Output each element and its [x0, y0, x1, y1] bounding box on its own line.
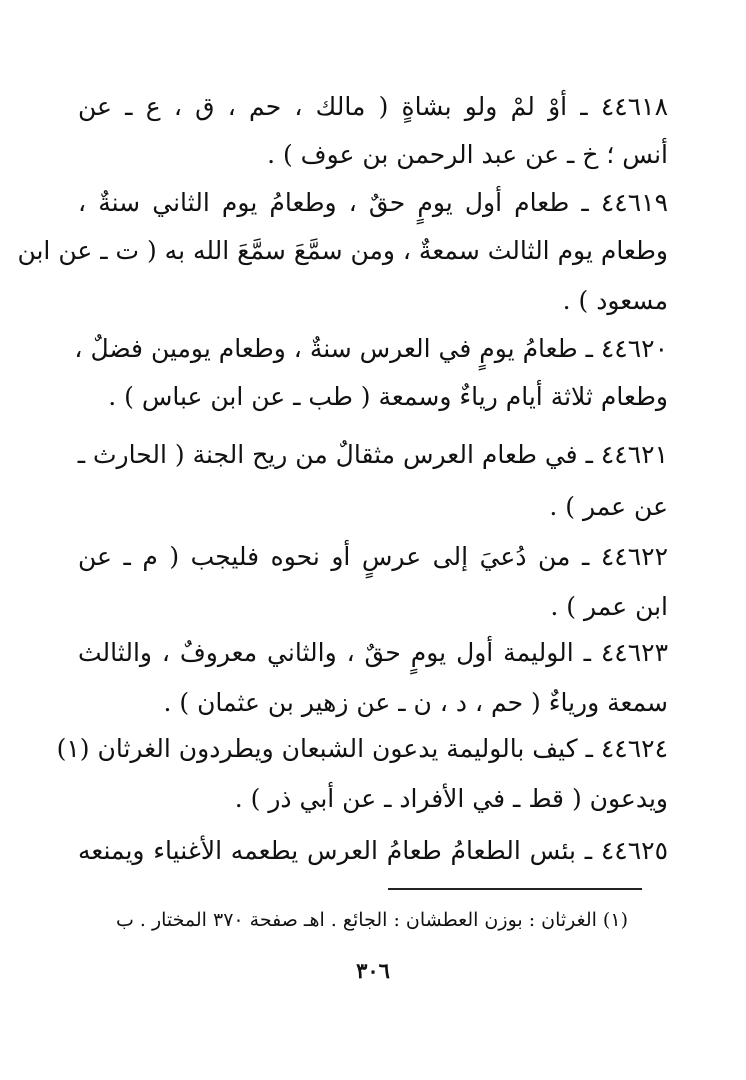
hadith-44620-line-2: وطعام ثلاثة أيام رياءٌ وسمعة ( طب ـ عن ابن عباس ) .	[108, 382, 668, 411]
hadith-44619-line-2: وطعام يوم الثالث سمعةٌ ، ومن سمَّعَ سمَّعَ الله به ( ت ـ عن ابن	[17, 236, 668, 265]
hadith-44618-line-2: أنس ؛ خ ـ عن عبد الرحمن بن عوف ) .	[267, 140, 668, 169]
hadith-44619-line-1: ٤٤٦١٩ ـ طعام أول يومٍ حقٌ ، وطعامُ يوم الثاني سنةٌ ،	[78, 188, 668, 217]
hadith-44623-line-1: ٤٤٦٢٣ ـ الوليمة أول يومٍ حقٌ ، والثاني معروفٌ ، والثالث	[78, 638, 668, 667]
hadith-44618-line-1: ٤٤٦١٨ ـ أوْ لمْ ولو بشاةٍ ( مالك ، حم ، ق ، ع ـ عن	[78, 92, 668, 121]
hadith-44621-line-1: ٤٤٦٢١ ـ في طعام العرس مثقالٌ من ريح الجنة ( الحارث ـ	[77, 440, 668, 469]
hadith-44624-line-1: ٤٤٦٢٤ ـ كيف بالوليمة يدعون الشبعان ويطردون الغرثان (١)	[56, 734, 668, 763]
hadith-44625-line-1: ٤٤٦٢٥ ـ بئس الطعامُ طعامُ العرس يطعمه الأغنياء ويمنعه	[78, 836, 668, 865]
hadith-44619-line-3: مسعود ) .	[562, 286, 668, 315]
footnote-divider	[388, 888, 642, 890]
hadith-44621-line-2: عن عمر ) .	[549, 492, 668, 521]
page-number: ٣٠٦	[356, 958, 390, 983]
hadith-44620-line-1: ٤٤٦٢٠ ـ طعامُ يومٍ في العرس سنةٌ ، وطعام يومين فضلٌ ،	[74, 334, 668, 363]
footnote: (١) الغرثان : بوزن العطشان : الجائع . اهـ صفحة ٣٧٠ المختار . ب	[115, 909, 628, 931]
hadith-44624-line-2: ويدعون ( قط ـ في الأفراد ـ عن أبي ذر ) .	[234, 784, 668, 813]
hadith-44623-line-2: سمعة ورياءٌ ( حم ، د ، ن ـ عن زهير بن عثمان ) .	[163, 688, 668, 717]
hadith-44622-line-2: ابن عمر ) .	[550, 592, 668, 621]
hadith-44622-line-1: ٤٤٦٢٢ ـ من دُعيَ إلى عرسٍ أو نحوه فليجب ( م ـ عن	[78, 542, 668, 571]
